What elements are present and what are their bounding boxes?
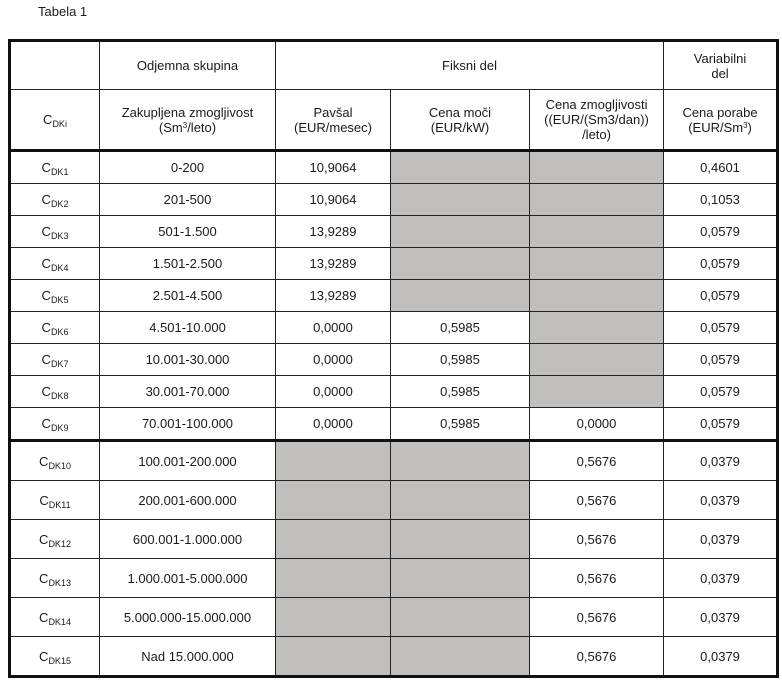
capacity-price-cell: 0,5676 [530, 559, 664, 598]
flat-fee-cell: 13,9289 [276, 216, 391, 248]
header-power-price: Cena moči (EUR/kW) [391, 90, 530, 151]
table-row [10, 312, 778, 344]
cdk-cell: $C_{DK11}$ [10, 481, 100, 520]
flat-fee-cell: 13,9289 [276, 280, 391, 312]
header-consumer-group: Odjemna skupina [100, 41, 276, 90]
header-usage-price: Cena porabe (EUR/Sm$^3$) [664, 90, 778, 151]
capacity-price-cell: 0,5676 [530, 481, 664, 520]
cdk-cell: $C_{DK13}$ [10, 559, 100, 598]
cdk-cell: $C_{DK7}$ [10, 344, 100, 376]
header-row-columns [10, 90, 778, 151]
flat-fee-cell [276, 637, 391, 677]
table-row [10, 280, 778, 312]
table-row [10, 408, 778, 441]
power-price-cell [391, 598, 530, 637]
power-price-cell: 0,5985 [391, 312, 530, 344]
table-row [10, 520, 778, 559]
table-row [10, 151, 778, 184]
flat-fee-cell: 10,9064 [276, 151, 391, 184]
capacity-price-cell: 0,5676 [530, 441, 664, 481]
flat-fee-cell [276, 520, 391, 559]
power-price-cell [391, 637, 530, 677]
header-fixed-part: Fiksni del [276, 41, 664, 90]
table-row [10, 637, 778, 677]
capacity-price-cell: 0,5676 [530, 637, 664, 677]
cdk-cell: $C_{DK3}$ [10, 216, 100, 248]
range-cell: 100.001-200.000 [100, 441, 276, 481]
header-variable-part: Variabilni del [664, 41, 778, 90]
usage-price-cell: 0,0579 [664, 312, 778, 344]
power-price-cell: 0,5985 [391, 344, 530, 376]
power-price-cell [391, 248, 530, 280]
tariff-table [8, 39, 779, 678]
capacity-price-cell [530, 344, 664, 376]
capacity-price-cell [530, 248, 664, 280]
range-cell: 5.000.000-15.000.000 [100, 598, 276, 637]
cdk-cell: $C_{DK14}$ [10, 598, 100, 637]
flat-fee-cell [276, 441, 391, 481]
power-price-cell [391, 151, 530, 184]
table-row [10, 376, 778, 408]
table-row [10, 441, 778, 481]
power-price-cell [391, 280, 530, 312]
capacity-price-cell: 0,0000 [530, 408, 664, 441]
range-cell: 501-1.500 [100, 216, 276, 248]
usage-price-cell: 0,0379 [664, 481, 778, 520]
power-price-cell [391, 441, 530, 481]
cdk-cell: $C_{DK12}$ [10, 520, 100, 559]
header-row-groups [10, 41, 778, 90]
range-cell: Nad 15.000.000 [100, 637, 276, 677]
range-cell: 70.001-100.000 [100, 408, 276, 441]
usage-price-cell: 0,4601 [664, 151, 778, 184]
table-row [10, 598, 778, 637]
power-price-cell [391, 216, 530, 248]
range-cell: 1.501-2.500 [100, 248, 276, 280]
usage-price-cell: 0,0579 [664, 408, 778, 441]
capacity-price-cell [530, 376, 664, 408]
table-row [10, 248, 778, 280]
usage-price-cell: 0,0379 [664, 559, 778, 598]
flat-fee-cell: 0,0000 [276, 408, 391, 441]
table-row [10, 481, 778, 520]
flat-fee-cell: 0,0000 [276, 344, 391, 376]
capacity-price-cell: 0,5676 [530, 520, 664, 559]
usage-price-cell: 0,0379 [664, 520, 778, 559]
usage-price-cell: 0,0579 [664, 376, 778, 408]
range-cell: 10.001-30.000 [100, 344, 276, 376]
table-caption: Tabela 1 [38, 4, 88, 19]
header-cdk: $C_{DKi}$ [10, 90, 100, 151]
range-cell: 200.001-600.000 [100, 481, 276, 520]
table-row [10, 184, 778, 216]
header-empty-cell [10, 41, 100, 90]
power-price-cell [391, 559, 530, 598]
cdk-cell: $C_{DK8}$ [10, 376, 100, 408]
table-row [10, 559, 778, 598]
range-cell: 201-500 [100, 184, 276, 216]
range-cell: 4.501-10.000 [100, 312, 276, 344]
range-cell: 0-200 [100, 151, 276, 184]
table-row [10, 216, 778, 248]
table-row [10, 344, 778, 376]
capacity-price-cell: 0,5676 [530, 598, 664, 637]
power-price-cell [391, 520, 530, 559]
cdk-cell: $C_{DK5}$ [10, 280, 100, 312]
power-price-cell [391, 184, 530, 216]
power-price-cell [391, 481, 530, 520]
usage-price-cell: 0,0379 [664, 441, 778, 481]
cdk-cell: $C_{DK1}$ [10, 151, 100, 184]
flat-fee-cell [276, 481, 391, 520]
capacity-price-cell [530, 184, 664, 216]
usage-price-cell: 0,0579 [664, 216, 778, 248]
cdk-cell: $C_{DK6}$ [10, 312, 100, 344]
power-price-cell: 0,5985 [391, 408, 530, 441]
flat-fee-cell: 10,9064 [276, 184, 391, 216]
flat-fee-cell [276, 559, 391, 598]
range-cell: 2.501-4.500 [100, 280, 276, 312]
header-reserved-capacity: Zakupljena zmogljivost (Sm$^3$/leto) [100, 90, 276, 151]
range-cell: 600.001-1.000.000 [100, 520, 276, 559]
cdk-cell: $C_{DK2}$ [10, 184, 100, 216]
usage-price-cell: 0,0379 [664, 637, 778, 677]
capacity-price-cell [530, 151, 664, 184]
usage-price-cell: 0,0579 [664, 280, 778, 312]
capacity-price-cell [530, 216, 664, 248]
cdk-cell: $C_{DK4}$ [10, 248, 100, 280]
cdk-cell: $C_{DK10}$ [10, 441, 100, 481]
capacity-price-cell [530, 312, 664, 344]
range-cell: 30.001-70.000 [100, 376, 276, 408]
range-cell: 1.000.001-5.000.000 [100, 559, 276, 598]
flat-fee-cell: 0,0000 [276, 312, 391, 344]
cdk-cell: $C_{DK15}$ [10, 637, 100, 677]
flat-fee-cell: 0,0000 [276, 376, 391, 408]
cdk-cell: $C_{DK9}$ [10, 408, 100, 441]
power-price-cell: 0,5985 [391, 376, 530, 408]
usage-price-cell: 0,0379 [664, 598, 778, 637]
flat-fee-cell [276, 598, 391, 637]
capacity-price-cell [530, 280, 664, 312]
flat-fee-cell: 13,9289 [276, 248, 391, 280]
header-capacity-price: Cena zmogljivosti ((EUR/(Sm3/dan)) /leto) [530, 90, 664, 151]
usage-price-cell: 0,1053 [664, 184, 778, 216]
usage-price-cell: 0,0579 [664, 248, 778, 280]
usage-price-cell: 0,0579 [664, 344, 778, 376]
header-flat-fee: Pavšal (EUR/mesec) [276, 90, 391, 151]
